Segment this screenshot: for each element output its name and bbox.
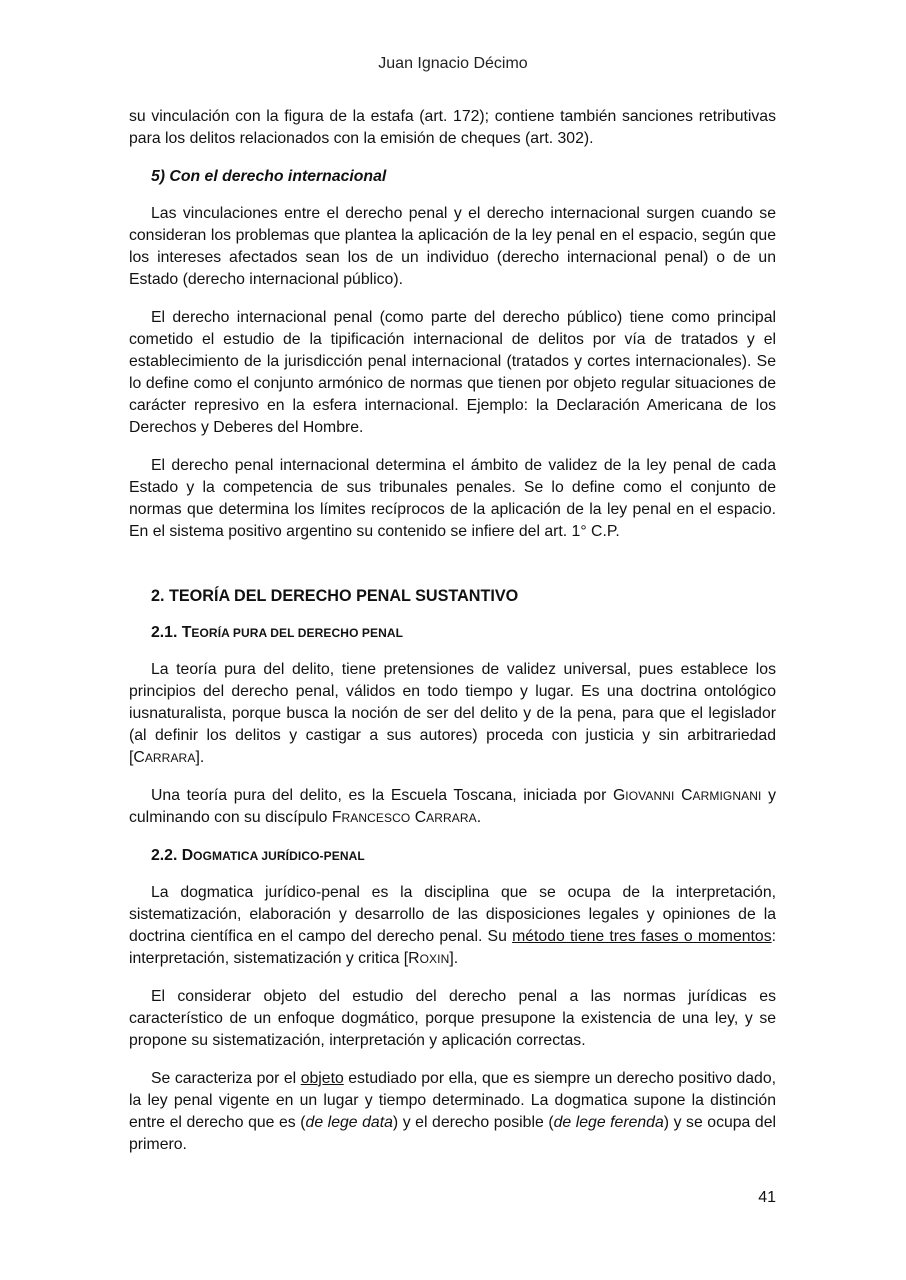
text-run: Se caracteriza por el (151, 1070, 301, 1087)
page-number: 41 (758, 1189, 776, 1206)
text-run: ) y el derecho posible ( (392, 1114, 554, 1131)
author-smallcaps: ARRARA (426, 811, 477, 825)
page-body (129, 106, 776, 1172)
subsection-heading-dogmatica (129, 845, 776, 867)
heading-smallcaps: OGMATICA JURÍDICO-PENAL (193, 849, 365, 863)
paragraph-vinculaciones: Las vinculaciones entre el derecho penal y el derecho internacional surgen cuando se consideran los problemas que plantea la aplicación de la ley penal en el espacio, según que los intereses afectados sean los de un individuo (derecho internacional penal) o de un Estado (derecho internacional público). (129, 205, 776, 288)
author-smallcaps: OXIN (419, 952, 450, 966)
text-run: y culminando con su discípulo F (129, 787, 776, 826)
text-run: ]. (195, 749, 205, 766)
author-smallcaps: RANCESCO (341, 811, 411, 825)
text-run: : interpretación, sistematización y critica [R (129, 928, 776, 967)
text-run: . (476, 809, 482, 826)
italic-latin-term: de lege data (305, 1114, 393, 1131)
running-header-author: Juan Ignacio Décimo (378, 55, 528, 72)
italic-latin-term: de lege ferenda (553, 1114, 664, 1131)
text-run: ) y se ocupa del primero. (129, 1114, 776, 1153)
text-run: C (410, 809, 427, 826)
author-smallcaps: ARRARA (144, 751, 196, 765)
underlined-text: objeto (300, 1070, 344, 1087)
paragraph-objeto (129, 1068, 776, 1156)
section-heading-teoria: 2. TEORÍA DEL DERECHO PENAL SUSTANTIVO (151, 587, 519, 605)
subsection-heading-teoria-pura (129, 622, 776, 644)
paragraph-teoria-pura (129, 659, 776, 769)
paragraph-dogmatica (129, 882, 776, 970)
text-run: ]. (449, 950, 459, 967)
subheading-derecho-internacional: 5) Con el derecho internacional (151, 168, 387, 185)
author-smallcaps: IOVANNI (625, 789, 675, 803)
heading-number: 2.2. D (151, 847, 194, 864)
text-run: estudiado por ella, que es siempre un derecho positivo dado, la ley penal vigente en un lugar y tiempo determinado. La dogmatica supone la distinción entre el derecho que es ( (129, 1070, 777, 1131)
underlined-text: método tiene tres fases o momentos (512, 928, 772, 945)
paragraph-derecho-internacional-penal: El derecho internacional penal (como parte del derecho público) tiene como principal cometido el estudio de la tipificación internacional de delitos por vía de tratados y el establecimiento de la jurisdicción penal internacional (tratados y cortes internacionales). Se lo define como el conjunto armónico de normas que tienen por objeto regular situaciones de carácter represivo en la esfera internacional. Ejemplo: la Declaración Americana de los Derechos y Deberes del Hombre. (129, 309, 776, 436)
heading-smallcaps: EORÍA PURA DEL DERECHO PENAL (191, 626, 404, 640)
text-run: Una teoría pura del delito, es la Escuela Toscana, iniciada por G (151, 787, 626, 804)
paragraph-escuela-toscana (129, 785, 776, 829)
paragraph-continuation: su vinculación con la figura de la estafa (art. 172); contiene también sanciones retributivas para los delitos relacionados con la emisión de cheques (art. 302). (129, 108, 776, 147)
paragraph-derecho-penal-internacional: El derecho penal internacional determina el ámbito de validez de la ley penal de cada Estado y la competencia de sus tribunales penales. Se lo define como el conjunto de normas que determina los límites recíprocos de la aplicación de la ley penal en el espacio. En el sistema positivo argentino su contenido se infiere del art. 1° C.P. (129, 457, 776, 540)
paragraph-enfoque-dogmatico: El considerar objeto del estudio del derecho penal a las normas jurídicas es característico de un enfoque dogmático, porque presupone la existencia de una ley, y se propone su sistematización, interpretación y aplicación correctas. (129, 988, 776, 1049)
text-run: C (674, 787, 693, 804)
heading-number: 2.1. T (151, 624, 192, 641)
text-run: La teoría pura del delito, tiene pretensiones de validez universal, pues establece los principios del derecho penal, válidos en todo tiempo y lugar. Es una doctrina ontológico iusnaturalista, porque busca la noción de ser del delito y de la pena, para que el legislador (al definir los delitos y castigar a sus autores) proceda con justicia y sin arbitrariedad [C (129, 661, 776, 766)
author-smallcaps: ARMIGNANI (692, 789, 762, 803)
text-run: La dogmatica jurídico-penal es la disciplina que se ocupa de la interpretación, sistematización, elaboración y desarrollo de las disposiciones legales y opiniones de la doctrina científica en el campo del derecho penal. Su (129, 884, 776, 945)
